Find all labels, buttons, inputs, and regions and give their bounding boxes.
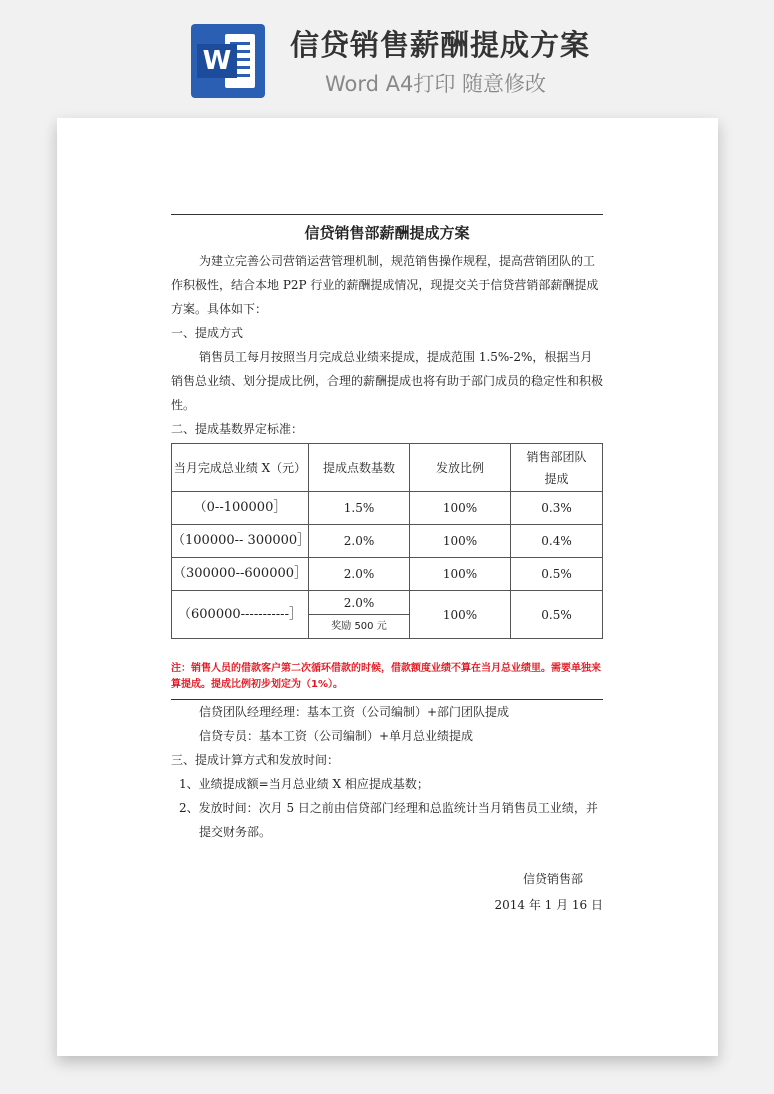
table-row <box>172 558 603 591</box>
cell-range: （300000--600000］ <box>172 558 309 591</box>
intro-paragraph: 为建立完善公司营销运营管理机制，规范销售操作规程，提高营销团队的工作积极性，结合本地 P2P 行业的薪酬提成情况，现提交关于信贷营销部薪酬提成方案。具体如下： <box>171 254 599 316</box>
header-rate: 提成点数基数 <box>309 444 410 492</box>
cell-team: 0.3% <box>511 492 603 525</box>
cell-team: 0.4% <box>511 525 603 558</box>
word-logo-letter: W <box>197 44 237 78</box>
cell-ratio: 100% <box>410 525 511 558</box>
cell-ratio: 100% <box>410 492 511 525</box>
banner-subtitle: Word A4打印 随意修改 <box>325 72 547 96</box>
section-3-item-1: 1、业绩提成额=当月总业绩 X 相应提成基数； <box>179 777 429 791</box>
specialist-salary-line: 信贷专员：基本工资（公司编制）+单月总业绩提成 <box>199 729 474 743</box>
table-row <box>172 525 603 558</box>
signature-block <box>171 866 603 918</box>
cell-range: （100000-- 300000］ <box>172 525 309 558</box>
section-1-paragraph: 销售员工每月按照当月完成总业绩来提成，提成范围 1.5%-2%，根据当月销售总业绩、划分提成比例，合理的薪酬提成也将有助于部门成员的稳定性和积极性。 <box>171 350 604 412</box>
cell-team: 0.5% <box>511 558 603 591</box>
cell-rate: 2.0% <box>309 591 410 615</box>
cell-rate: 2.0% <box>309 558 410 591</box>
header-banner <box>0 0 774 112</box>
cell-bonus: 奖励 500 元 <box>309 615 410 639</box>
cell-ratio: 100% <box>410 591 511 639</box>
manager-salary-line: 信贷团队经理经理：基本工资（公司编制）+部门团队提成 <box>199 705 510 719</box>
word-logo-icon <box>191 24 265 98</box>
section-3-item-2: 2、发放时间：次月 5 日之前由信贷部门经理和总监统计当月销售员工业绩，并 <box>179 801 598 815</box>
section-3-heading: 三、提成计算方式和发放时间： <box>171 753 340 767</box>
document-page <box>57 118 718 1056</box>
cell-rate: 1.5% <box>309 492 410 525</box>
document-content <box>171 214 603 918</box>
header-performance: 当月完成总业绩 X（元） <box>172 444 309 492</box>
commission-table <box>171 443 603 639</box>
cell-rate: 2.0% <box>309 525 410 558</box>
section-1-heading: 一、提成方式 <box>171 326 244 340</box>
cell-range: （0--100000］ <box>172 492 309 525</box>
red-note: 注：销售人员的借款客户第二次循环借款的时候，借款额度业绩不算在当月总业绩里。需要单独来算提成。提成比例初步划定为（1%）。 <box>171 663 601 690</box>
cell-range: （600000-----------］ <box>172 591 309 639</box>
table-row <box>172 591 603 615</box>
section-3-item-2-cont: 提交财务部。 <box>199 825 272 839</box>
header-ratio: 发放比例 <box>410 444 511 492</box>
cell-team: 0.5% <box>511 591 603 639</box>
header-team <box>511 444 603 492</box>
table-header-row <box>172 444 603 492</box>
banner-title: 信贷销售薪酬提成方案 <box>290 28 591 62</box>
table-row <box>172 492 603 525</box>
sign-department: 信贷销售部 <box>522 872 583 886</box>
section-2-heading: 二、提成基数界定标准： <box>171 422 304 436</box>
header-team-label: 销售部团队提成 <box>526 449 587 486</box>
cell-ratio: 100% <box>410 558 511 591</box>
top-rule <box>171 214 603 215</box>
document-title: 信贷销售部薪酬提成方案 <box>304 224 470 242</box>
sign-date: 2014 年 1 月 16 日 <box>494 898 603 912</box>
